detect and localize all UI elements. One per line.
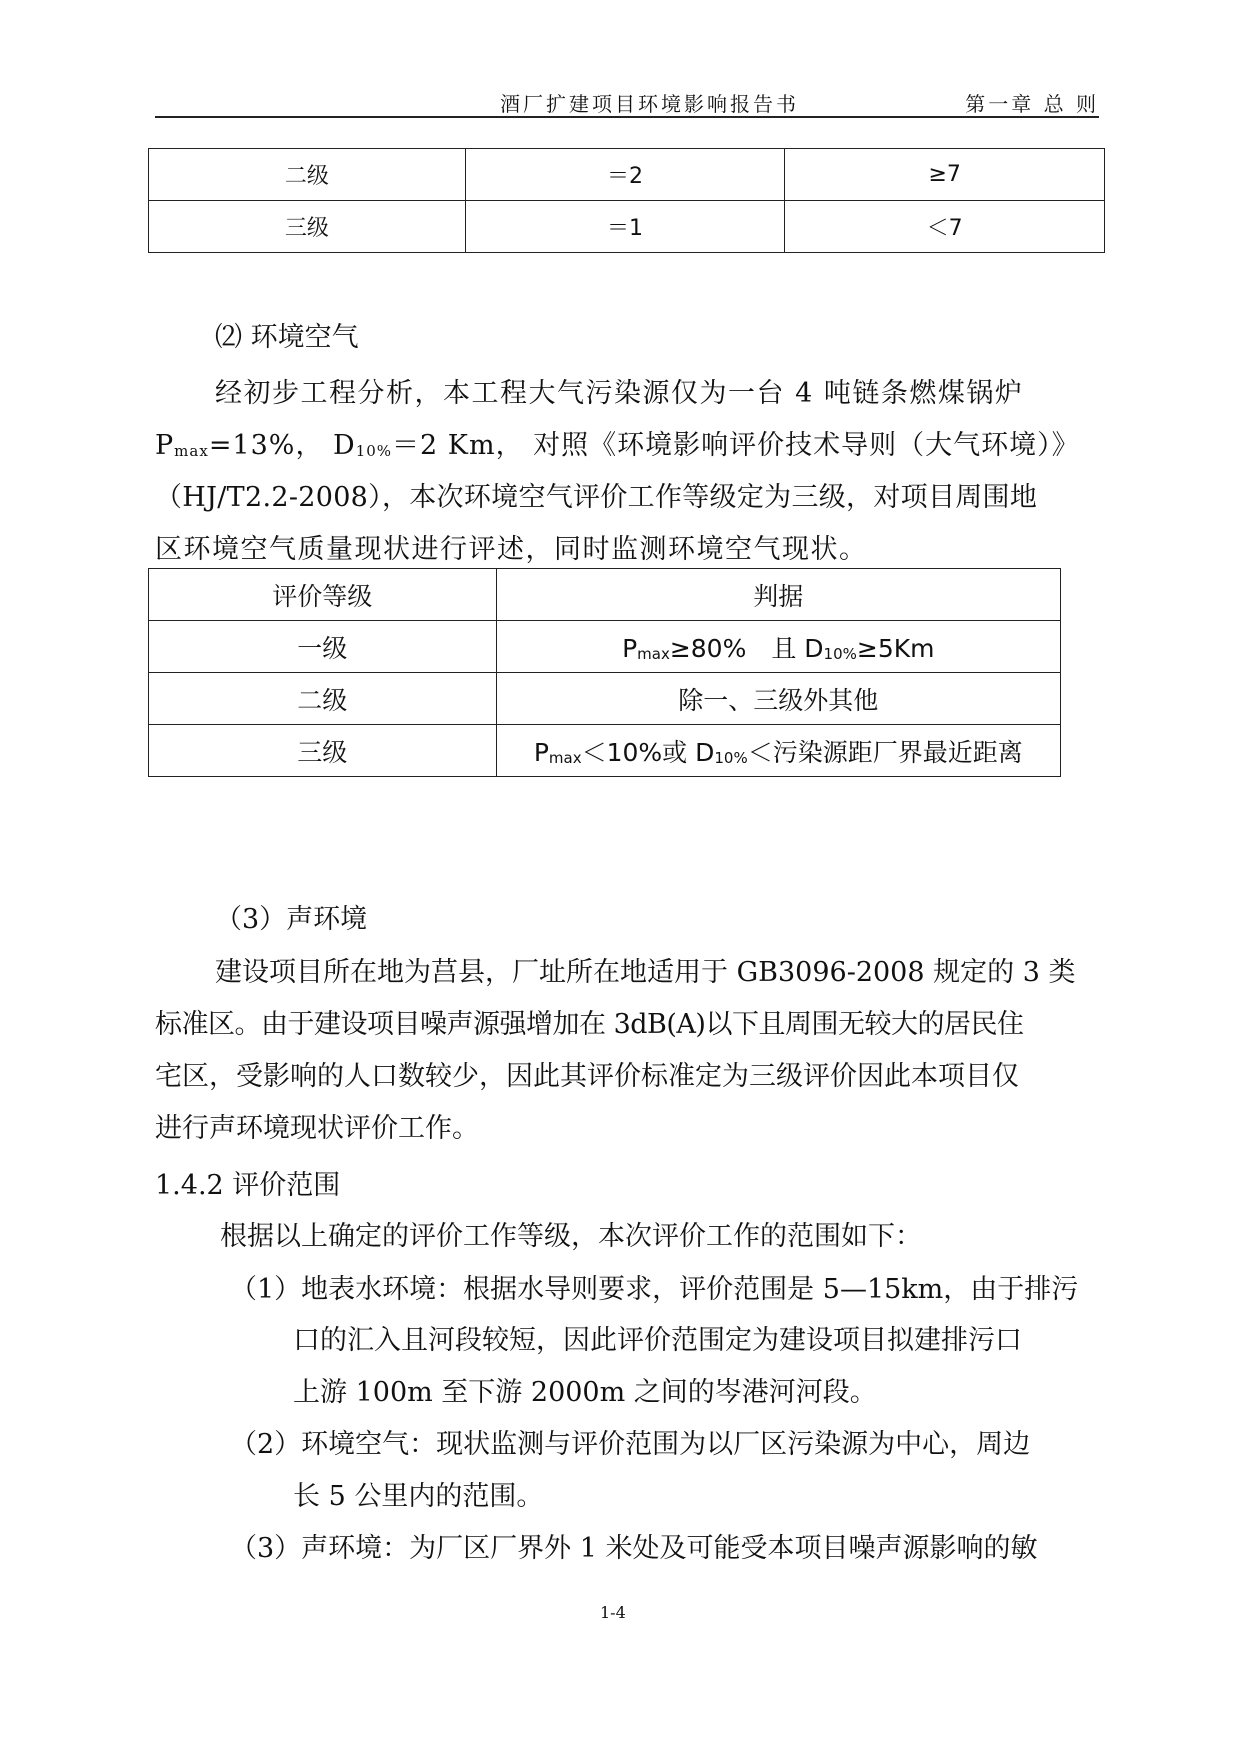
- table-header-cell: 判据: [496, 569, 1060, 621]
- paragraph-line: 建设项目所在地为莒县，厂址所在地适用于 GB3096-2008 规定的 3 类: [215, 957, 1076, 988]
- table-cell: 二级: [149, 149, 466, 201]
- table-row: [149, 149, 1105, 201]
- list-item-continuation: 口的汇入且河段较短，因此评价范围定为建设项目拟建排污口: [293, 1325, 1022, 1356]
- table-cell: ≥7: [785, 149, 1105, 201]
- document-title: 酒厂扩建项目环境影响报告书: [500, 92, 799, 116]
- table-cell: 三级: [149, 725, 497, 777]
- table-header-row: [149, 569, 1061, 621]
- table-row: [149, 201, 1105, 253]
- table-cell: ＜7: [785, 201, 1105, 253]
- list-item: （2）环境空气：现状监测与评价范围为以厂区污染源为中心，周边: [230, 1429, 1031, 1460]
- paragraph-line: 经初步工程分析，本工程大气污染源仅为一台 4 吨链条燃煤锅炉: [215, 378, 1024, 409]
- table-cell: ＝2: [465, 149, 785, 201]
- paragraph-line: 区环境空气质量现状进行评述，同时监测环境空气现状。: [155, 534, 868, 565]
- paragraph-line: 根据以上确定的评价工作等级，本次评价工作的范围如下：: [220, 1221, 922, 1252]
- page-number: 1-4: [600, 1603, 626, 1622]
- paragraph-line: $P_{max}=13\%$， $D_{10\%}=2$ Km， 对照《环境影响评价技术导则（大气环境）》: [155, 430, 1080, 461]
- table-cell: 二级: [149, 673, 497, 725]
- air-heading: ⑵ 环境空气: [215, 322, 359, 353]
- air-level-table: [148, 568, 1061, 777]
- chapter-title: 第一章 总 则: [965, 92, 1099, 116]
- table-cell: 三级: [149, 201, 466, 253]
- table-cell: 一级: [149, 621, 497, 673]
- list-item-continuation: 长 5 公里内的范围。: [293, 1481, 544, 1512]
- list-item: （1）地表水环境：根据水导则要求，评价范围是 5—15km，由于排污: [230, 1274, 1079, 1305]
- table-row: [149, 673, 1061, 725]
- table-cell: $P_{max}\ge 80\%$ 且 $D_{10\%}\ge 5Km$: [496, 621, 1060, 673]
- paragraph-line: 宅区，受影响的人口数较少，因此其评价标准定为三级评价因此本项目仅: [155, 1061, 1019, 1092]
- list-item: （3）声环境：为厂区厂界外 1 米处及可能受本项目噪声源影响的敏: [230, 1533, 1038, 1564]
- paragraph-line: 进行声环境现状评价工作。: [155, 1113, 479, 1144]
- section-heading: 1.4.2 评价范围: [155, 1170, 341, 1201]
- noise-level-table: [148, 148, 1105, 253]
- table-cell: ＝1: [465, 201, 785, 253]
- page-header: [155, 86, 1099, 118]
- table-cell: 除一、三级外其他: [496, 673, 1060, 725]
- list-item-continuation: 上游 100m 至下游 2000m 之间的岑港河河段。: [293, 1377, 877, 1408]
- table-row: [149, 621, 1061, 673]
- table-cell: $P_{max}<10\%$或 $D_{10\%}<$污染源距厂界最近距离: [496, 725, 1060, 777]
- paragraph-line: 标准区。由于建设项目噪声源强增加在 3dB(A)以下且周围无较大的居民住: [155, 1009, 1024, 1040]
- table-row: [149, 725, 1061, 777]
- paragraph-line: （HJ/T2.2-2008），本次环境空气评价工作等级定为三级，对项目周围地: [155, 482, 1038, 513]
- table-header-cell: 评价等级: [149, 569, 497, 621]
- noise-heading: （3）声环境: [215, 904, 368, 935]
